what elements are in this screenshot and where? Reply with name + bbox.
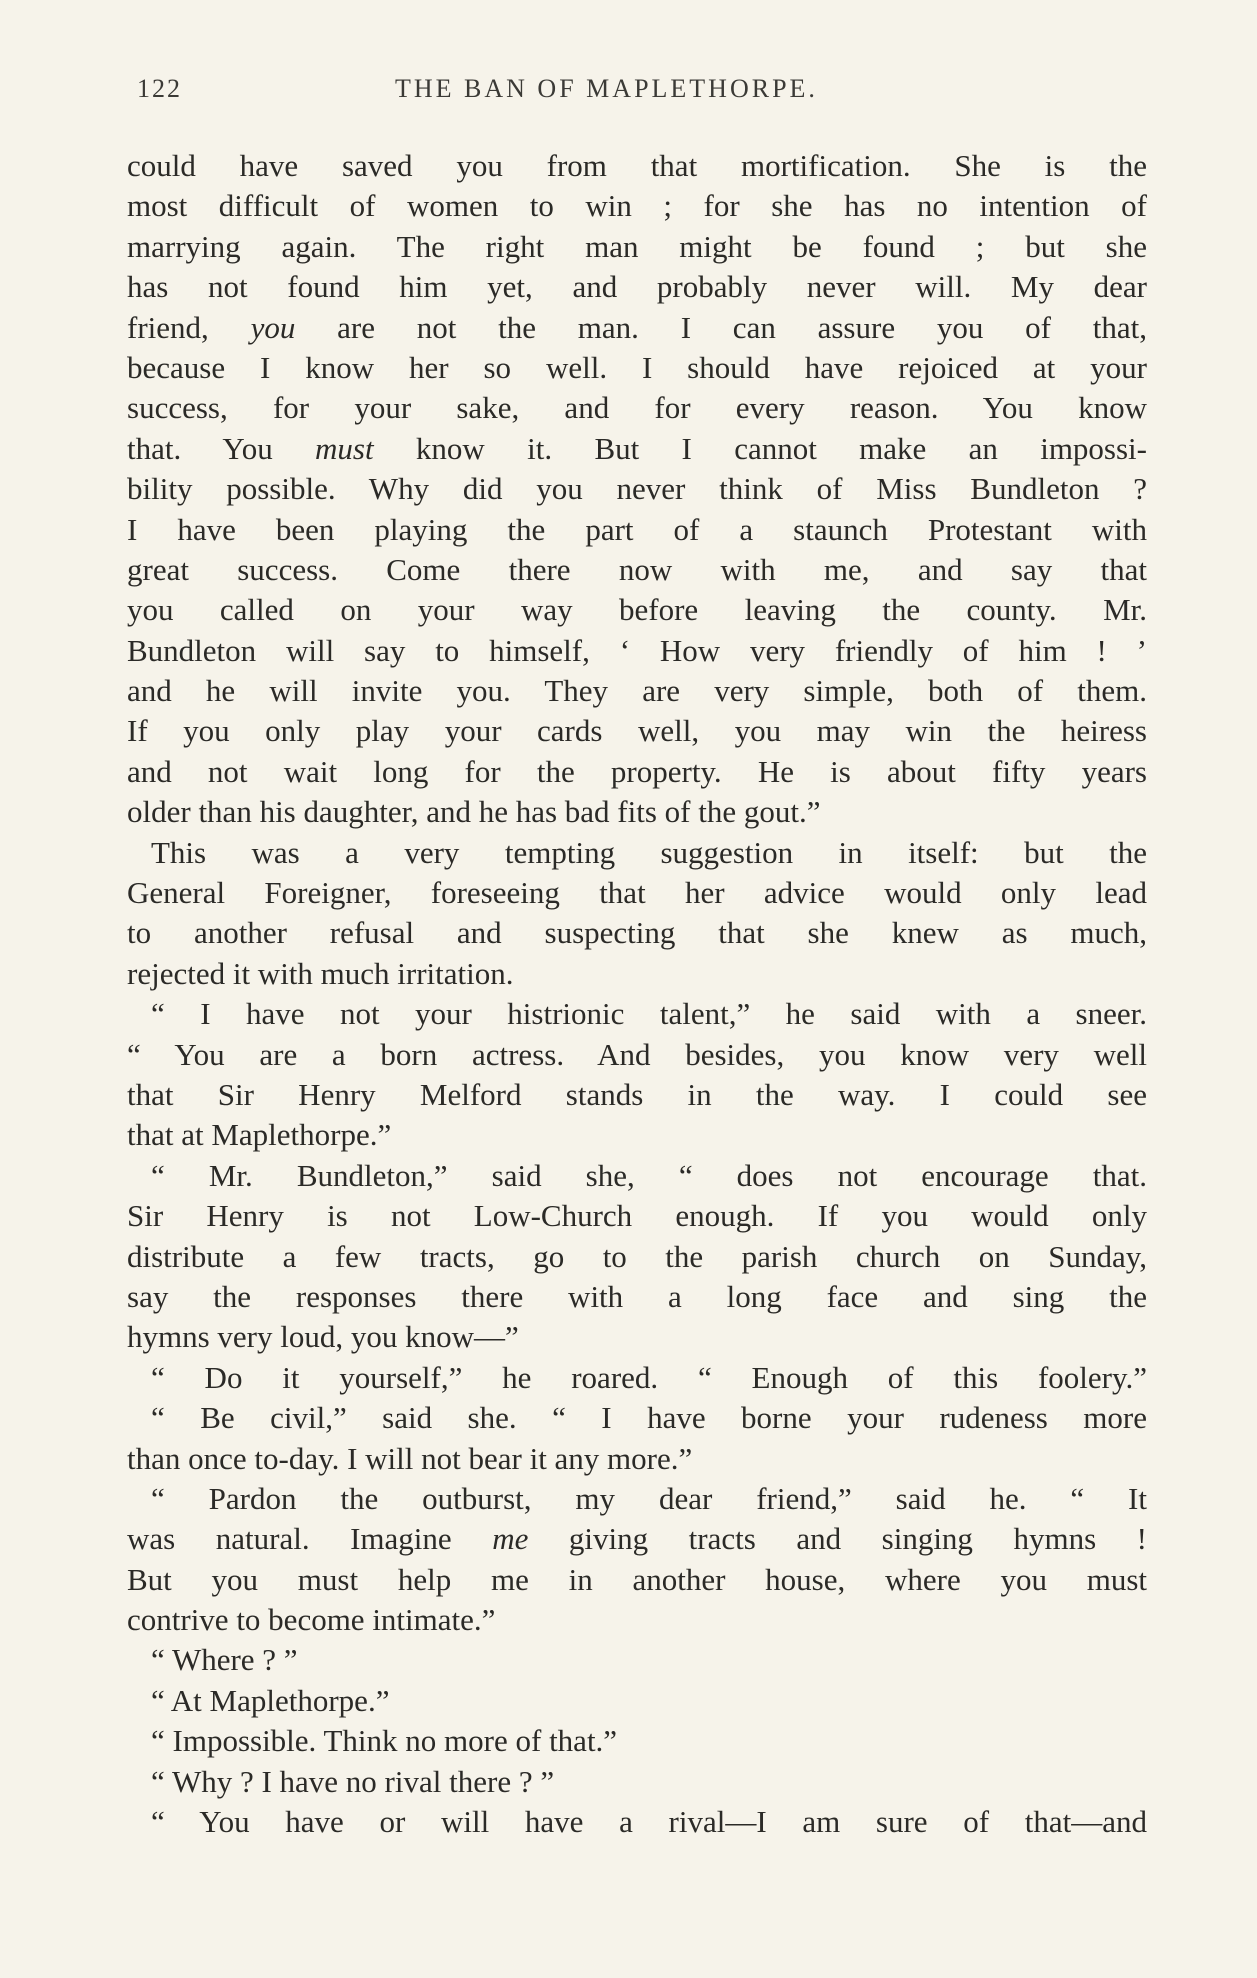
text-line: because I know her so well. I should have rejoiced at your (127, 349, 1147, 385)
running-head (127, 74, 1147, 114)
text-line: most difficult of women to win ; for she has no intention of (127, 188, 1147, 224)
text-line: “ Where ? ” (151, 1642, 298, 1678)
text-line: Sir Henry is not Low-Church enough. If you would only (127, 1198, 1147, 1234)
emphasis: me (492, 1521, 529, 1557)
page-number: 122 (137, 74, 182, 103)
text-line: to another refusal and suspecting that she knew as much, (127, 915, 1147, 951)
text-line: and not wait long for the property. He is about fifty years (127, 753, 1147, 789)
text-line: “ Pardon the outburst, my dear friend,” said he. “ It (151, 1480, 1147, 1516)
text-line: that. You must know it. But I cannot make an impossi- (127, 430, 1147, 466)
text-line: General Foreigner, foreseeing that her advice would only lead (127, 875, 1147, 911)
text-line: “ At Maplethorpe.” (151, 1682, 390, 1718)
text-line: “ Mr. Bundleton,” said she, “ does not encourage that. (151, 1157, 1147, 1193)
text-line: that Sir Henry Melford stands in the way. I could see (127, 1076, 1147, 1112)
text-line: you called on your way before leaving the county. Mr. (127, 592, 1147, 628)
text-line: If you only play your cards well, you may win the heiress (127, 713, 1147, 749)
text-line: “ Do it yourself,” he roared. “ Enough of this foolery.” (151, 1359, 1147, 1395)
text-line: marrying again. The right man might be found ; but she (127, 228, 1147, 264)
text-line: great success. Come there now with me, and say that (127, 551, 1147, 587)
emphasis: must (315, 430, 374, 466)
text-line: I have been playing the part of a staunch Protestant with (127, 511, 1147, 547)
body-text (127, 146, 1147, 1842)
text-line: Bundleton will say to himself, ‘ How very friendly of him ! ’ (127, 632, 1147, 668)
text-line: friend, you are not the man. I can assure you of that, (127, 309, 1147, 345)
text-line: “ Be civil,” said she. “ I have borne your rudeness more (151, 1400, 1147, 1436)
text-line: has not found him yet, and probably never will. My dear (127, 269, 1147, 305)
emphasis: you (250, 309, 296, 345)
text-line: hymns very loud, you know—” (127, 1319, 519, 1355)
text-line: “ I have not your histrionic talent,” he said with a sneer. (151, 996, 1147, 1032)
text-line: contrive to become intimate.” (127, 1602, 496, 1638)
text-line: was natural. Imagine me giving tracts and singing hymns ! (127, 1521, 1147, 1557)
text-line: than once to-day. I will not bear it any more.” (127, 1440, 693, 1476)
running-title: THE BAN OF MAPLETHORPE. (395, 74, 818, 103)
text-line: that at Maplethorpe.” (127, 1117, 392, 1153)
text-line: This was a very tempting suggestion in itself: but the (151, 834, 1147, 870)
text-line: say the responses there with a long face and sing the (127, 1278, 1147, 1314)
text-line: and he will invite you. They are very simple, both of them. (127, 673, 1147, 709)
text-line: “ You have or will have a rival—I am sure of that—and (151, 1804, 1147, 1840)
text-line: “ Why ? I have no rival there ? ” (151, 1763, 555, 1799)
text-line: But you must help me in another house, where you must (127, 1561, 1147, 1597)
text-line: rejected it with much irritation. (127, 955, 514, 991)
text-line: success, for your sake, and for every reason. You know (127, 390, 1147, 426)
text-line: older than his daughter, and he has bad fits of the gout.” (127, 794, 821, 830)
text-line: “ You are a born actress. And besides, you know very well (127, 1036, 1147, 1072)
text-line: could have saved you from that mortification. She is the (127, 148, 1147, 183)
text-line: distribute a few tracts, go to the parish church on Sunday, (127, 1238, 1147, 1274)
text-line: bility possible. Why did you never think of Miss Bundleton ? (127, 471, 1147, 507)
text-line: “ Impossible. Think no more of that.” (151, 1723, 618, 1759)
